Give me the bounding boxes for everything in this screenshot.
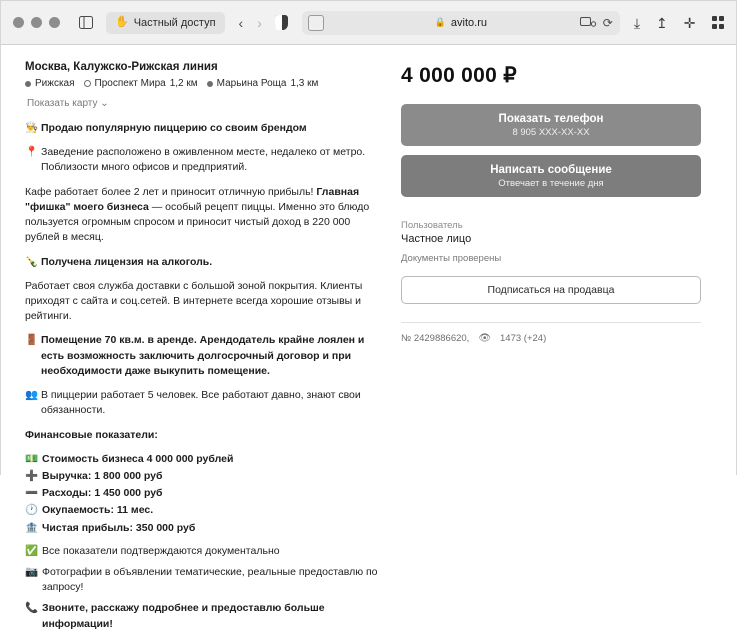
financial-label-profit: Чистая прибыль:: [42, 521, 133, 534]
documents-verified-label: Документы проверены: [401, 253, 502, 264]
financial-row-cost: [25, 452, 385, 467]
pin-icon: 📍: [25, 146, 39, 159]
door-icon: 🚪: [25, 334, 39, 347]
listing-sidebar: [401, 61, 701, 634]
description-staff: В пиццерии работает 5 человек. Все работают давно, знают свои обязанности.: [41, 389, 361, 417]
financial-value-cost: 4 000 000 рублей: [146, 452, 234, 465]
price: 4 000 000 ₽: [401, 64, 517, 87]
description-p1-post: — особый рецепт пиццы. Именно это блюдо пользуется огромным спросом и приносит чистый доход в 220 000 рублей в месяц.: [25, 200, 370, 244]
metro-station-2-name: Проспект Мира: [94, 78, 166, 89]
page-content: [1, 45, 736, 634]
financial-row-revenue: [25, 469, 385, 484]
clock-icon: 🕐: [25, 504, 39, 517]
location-title: Москва, Калужско-Рижская линия: [25, 61, 218, 73]
metro-dot-icon: [84, 80, 91, 87]
navigation-buttons: [239, 16, 262, 30]
listing-main-column: [25, 61, 385, 634]
metro-station-2: [84, 78, 198, 89]
address-bar-actions[interactable]: [580, 16, 613, 30]
hand-icon: ✋: [115, 16, 129, 28]
url-text: avito.ru: [450, 16, 487, 29]
download-icon[interactable]: ⤓: [633, 14, 641, 31]
description-delivery: Работает своя служба доставки с большой зоной покрытия. Клиенты приходят с сайта и соц.сетей. В интернете всегда хорошие отзывы и рейтинги.: [25, 279, 363, 323]
financial-value-expenses: 1 450 000 руб: [94, 487, 163, 500]
description-location-note: Заведение расположено в оживленном месте, недалеко от метро. Поблизости много офисов и предприятий.: [41, 146, 366, 174]
address-bar[interactable]: [302, 11, 620, 35]
privacy-shield-button[interactable]: [272, 13, 292, 33]
financial-label-expenses: Расходы:: [42, 487, 92, 500]
description-license-row: [25, 255, 385, 270]
metro-stations: [25, 78, 385, 109]
bottle-icon: 🍾: [25, 255, 39, 268]
metro-dot-icon: [207, 81, 213, 87]
financial-label-payback: Окупаемость:: [42, 504, 114, 517]
phone-icon: 📞: [25, 602, 39, 615]
financial-row-expenses: [25, 486, 385, 501]
private-browsing-label: Частный доступ: [133, 16, 216, 29]
footer-note-documents: [25, 544, 385, 559]
shield-icon: [275, 15, 288, 30]
seller-name: Частное лицо: [401, 233, 472, 245]
metro-station-3-name: Марьина Роща: [216, 78, 287, 89]
metro-station-1-name: Рижская: [35, 78, 75, 89]
sidebar-divider: [401, 322, 701, 323]
write-message-subtitle: Отвечает в течение дня: [498, 178, 604, 189]
window-controls[interactable]: [13, 17, 60, 28]
bank-icon: 🏦: [25, 521, 39, 534]
financial-label-cost: Стоимость бизнеса: [42, 452, 144, 465]
seller-type-label: Пользователь: [401, 220, 463, 231]
eye-icon: 👁: [478, 333, 492, 344]
show-phone-subtitle: 8 905 XXX-XX-XX: [512, 127, 590, 138]
sidebar-icon: [79, 16, 93, 29]
footer-note-call-text: Звоните, расскажу подробнее и предоставлю больше информации!: [42, 602, 325, 630]
metro-dot-icon: [25, 81, 31, 87]
write-message-title: Написать сообщение: [490, 164, 612, 176]
check-icon: ✅: [25, 544, 39, 557]
description-p1-pre: Кафе работает более 2 лет и приносит отличную прибыль!: [25, 185, 317, 198]
maximize-window-button[interactable]: [49, 17, 60, 28]
show-phone-title: Показать телефон: [498, 113, 604, 125]
financial-row-payback: [25, 503, 385, 518]
toolbar-actions: [634, 16, 724, 30]
close-window-button[interactable]: [13, 17, 24, 28]
metro-station-1: [25, 78, 75, 89]
listing-meta: [401, 333, 701, 344]
back-button[interactable]: ‹: [238, 14, 244, 31]
metro-station-2-distance: 1,2 км: [169, 78, 198, 89]
lock-icon: 🔒: [434, 17, 446, 27]
description-headline: Продаю популярную пиццерию со своим брендом: [41, 122, 307, 134]
description-paragraph-1: [25, 185, 385, 246]
description-location-row: [25, 145, 385, 175]
share-icon[interactable]: ↥: [656, 14, 668, 31]
chef-icon: 👨‍🍳: [25, 122, 39, 134]
reader-view-icon[interactable]: [308, 15, 324, 31]
footer-note-call: [25, 601, 385, 631]
subscribe-button[interactable]: Подписаться на продавца: [401, 276, 701, 304]
ad-number: № 2429886620,: [401, 333, 470, 344]
metro-station-3-distance: 1,3 км: [290, 78, 319, 89]
extension-icon[interactable]: [580, 17, 596, 28]
forward-button[interactable]: ›: [257, 14, 262, 31]
reload-icon[interactable]: ⟳: [602, 15, 613, 30]
show-map-label: Показать карту: [27, 98, 98, 109]
description-license: Получена лицензия на алкоголь.: [41, 255, 213, 268]
footer-note-photos-text: Фотографии в объявлении тематические, реальные предоставлю по запросу!: [42, 566, 378, 594]
financial-value-profit: 350 000 руб: [135, 521, 196, 534]
views-count: 1473 (+24): [500, 333, 547, 344]
description-headline-row: [25, 121, 385, 136]
description-rent-row: [25, 333, 385, 379]
write-message-button[interactable]: [401, 155, 701, 197]
tabs-grid-icon[interactable]: [712, 16, 725, 29]
listing-description: [25, 121, 385, 632]
minimize-window-button[interactable]: [31, 17, 42, 28]
financials-title: Финансовые показатели:: [25, 428, 158, 441]
browser-toolbar: [1, 1, 736, 45]
footer-note-documents-text: Все показатели подтверждаются документально: [42, 544, 280, 557]
money-icon: 💵: [25, 452, 39, 465]
sidebar-toggle-button[interactable]: [76, 13, 96, 33]
minus-icon: ➖: [25, 487, 39, 500]
private-browsing-badge[interactable]: [106, 12, 225, 34]
plus-icon: ➕: [25, 469, 39, 482]
financial-value-revenue: 1 800 000 руб: [94, 469, 163, 482]
footer-note-photos: [25, 565, 385, 595]
description-p1-bold: Главная "фишка" моего бизнеса: [25, 185, 360, 213]
photo-icon: 📷: [25, 566, 39, 579]
show-map-link[interactable]: Показать карту ⌄: [27, 98, 109, 109]
description-rent: Помещение 70 кв.м. в аренде. Арендодатель крайне лоялен и есть возможность заключить долгосрочный договор и при необходимости даже выкупить помещение.: [41, 334, 365, 377]
plus-icon[interactable]: ✛: [683, 14, 696, 31]
financial-value-payback: 11 мес.: [116, 504, 154, 517]
financial-label-revenue: Выручка:: [42, 469, 92, 482]
people-icon: 👥: [25, 389, 39, 402]
show-phone-button[interactable]: [401, 104, 701, 146]
financial-row-profit: [25, 521, 385, 536]
metro-station-3: [207, 78, 319, 89]
description-staff-row: [25, 388, 385, 418]
